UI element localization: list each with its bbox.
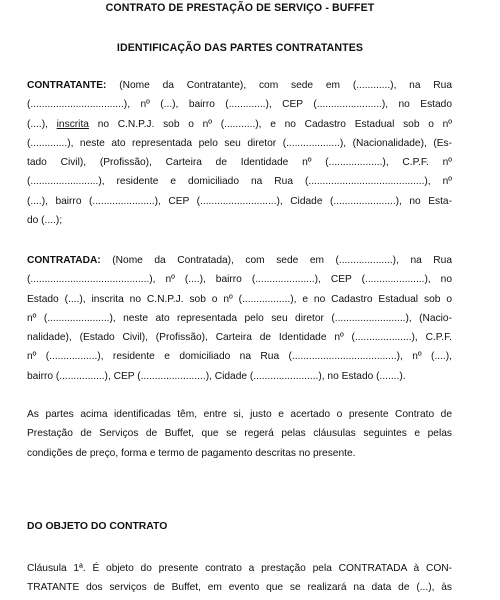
contratante-line-5: tado Civil), (Profissão), Carteira de Identidade nº (...................), C.P.F. nº — [27, 157, 452, 169]
contratada-line-5: nalidade), (Estado Civil), (Profissão), Carteira de Identidade nº (....................), C.P.F. — [27, 332, 452, 344]
contratada-line-1: CONTRATADA: (Nome da Contratada), com sede em (...................), na Rua — [27, 255, 452, 266]
contratante-line-8: do (....); — [27, 215, 63, 227]
contratante-line-1: CONTRATANTE: (Nome da Contratante), com sede em (............), na Rua — [27, 80, 452, 91]
document-subtitle: IDENTIFICAÇÃO DAS PARTES CONTRATANTES — [116, 42, 364, 54]
contratante-line-2: (.................................), nº (...), bairro (.............), CEP (.......................), no Estado — [27, 99, 452, 111]
contratante-line-6: (........................), residente e domiciliado na Rua (.........................................), nº — [27, 176, 452, 188]
contratante-line-3: (....), inscrita no C.N.P.J. sob o nº (...........), e no Cadastro Estadual sob o nº — [27, 118, 452, 130]
intro-line-3: condições de preço, forma e termo de pagamento descritas no presente. — [27, 447, 356, 459]
section-heading: DO OBJETO DO CONTRATO — [27, 521, 168, 532]
contratada-line-2: (..........................................), nº (....), bairro (.....................), CEP (.....................), no — [27, 274, 452, 286]
contratante-line-7: (....), bairro (......................), CEP (...........................), Cidade (......................), no Esta- — [27, 195, 452, 207]
contratada-line-6: nº (.................), residente e domiciliado na Rua (.....................................), nº (....), — [27, 351, 452, 363]
clause-1-paragraph — [27, 559, 452, 598]
contratante-line-4: (.............), neste ato representada pelo seu diretor (...................), (Nacionalidade), (Es- — [27, 137, 452, 149]
intro-line-2: Prestação de Serviços de Buffet, que se regerá pelas cláusulas seguintes e pelas — [27, 428, 452, 440]
contratante-paragraph — [27, 76, 452, 230]
contratada-line-4: nº (......................), neste ato representada pelo seu diretor (.........................), (Nacio- — [27, 312, 452, 324]
intro-paragraph — [27, 405, 452, 463]
contratante-label: CONTRATANTE: — [27, 80, 107, 91]
contratada-line-7: bairro (................), CEP (.......................), Cidade (.......................), no Estado (.......). — [27, 370, 406, 382]
intro-line-1: As partes acima identificadas têm, entre si, justo e acertado o presente Contrato de — [27, 409, 452, 420]
contratada-paragraph — [27, 251, 452, 386]
clause-1-line-2: TRATANTE dos serviços de Buffet, em evento que se realizará na data de (...), às — [27, 582, 452, 594]
clause-1-line-1: Cláusula 1ª. É objeto do presente contrato a prestação pela CONTRATADA à CON- — [27, 563, 452, 574]
inscrita-word: inscrita — [56, 118, 89, 130]
contratada-label: CONTRATADA: — [27, 255, 101, 266]
contratada-line-3: Estado (....), inscrita no C.N.P.J. sob o nº (.................), e no Cadastro Estadual sob o — [27, 293, 452, 305]
document-title: CONTRATO DE PRESTAÇÃO DE SERVIÇO - BUFFET — [105, 2, 375, 14]
